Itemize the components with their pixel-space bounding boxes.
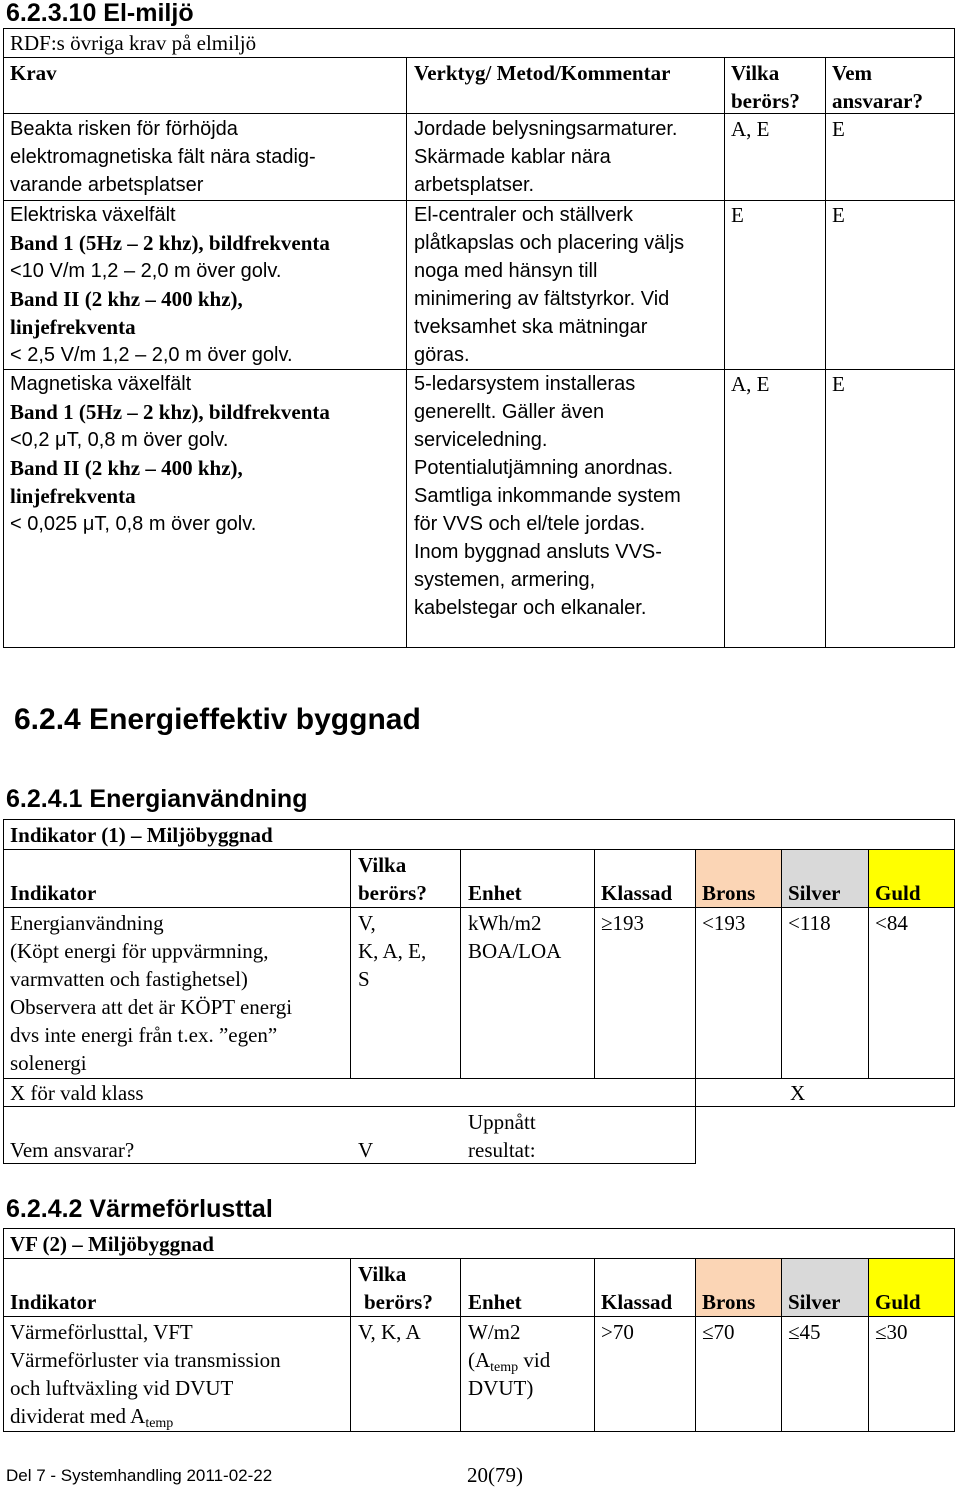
row1-verktyg: Jordade belysningsarmaturer. Skärmade kablar nära arbetsplatser. xyxy=(414,118,678,196)
energi-silver: <118 xyxy=(788,911,831,935)
vem-ansvarar-value: V xyxy=(358,1138,374,1162)
row1-krav: Beakta risken för förhöjda elektromagnetiska fält nära stadig- varande arbetsplatser xyxy=(10,118,316,196)
el-miljo-table-title: RDF:s övriga krav på elmiljö xyxy=(10,31,257,55)
energi-table-title: Indikator (1) – Miljöbyggnad xyxy=(10,823,273,847)
energi-guld: <84 xyxy=(875,911,908,935)
vf-header-indikator: Indikator xyxy=(10,1290,97,1314)
vf-vilka: V, K, A xyxy=(358,1320,421,1344)
vf-table-title: VF (2) – Miljöbyggnad xyxy=(10,1232,214,1256)
row2-vilka: E xyxy=(731,203,744,227)
energi-enhet: kWh/m2 BOA/LOA xyxy=(468,911,562,963)
header-klassad: Klassad xyxy=(601,881,673,905)
row3-vem: E xyxy=(832,372,845,396)
row2-vem: E xyxy=(832,203,845,227)
header-indikator: Indikator xyxy=(10,881,97,905)
vf-guld: ≤30 xyxy=(875,1320,908,1344)
row3-verktyg: 5-ledarsystem installeras generellt. Gäller även serviceledning. Potentialutjämning anordnas. Samtliga inkommande system för VVS och el/tele jordas. Inom byggnad ansluts VVS- systemen, armering, kabelstegar och elkanaler. xyxy=(414,373,681,619)
uppnatt-resultat-label: Uppnått resultat: xyxy=(468,1110,536,1162)
row2-krav: Elektriska växelfält Band 1 (5Hz – 2 khz), bildfrekventa <10 V/m 1,2 – 2,0 m över golv. Band II (2 khz – 400 khz), linjefrekventa < 2,5 V/m 1,2 – 2,0 m över golv. xyxy=(10,204,330,366)
vf-header-silver: Silver xyxy=(788,1290,841,1314)
header-verktyg: Verktyg/ Metod/Kommentar xyxy=(414,61,671,85)
header-guld: Guld xyxy=(875,881,921,905)
energi-klassad: ≥193 xyxy=(601,911,645,935)
section-heading-energianvandning: 6.2.4.1 Energianvändning xyxy=(6,785,308,813)
vf-brons: ≤70 xyxy=(702,1320,735,1344)
header-brons: Brons xyxy=(702,881,756,905)
vf-enhet: W/m2 ($A_{temp}$ vid DVUT) xyxy=(468,1320,551,1400)
row1-vem: E xyxy=(832,117,845,141)
header-vilka-berors: Vilka berörs? xyxy=(731,61,800,113)
x-row-mark: X xyxy=(790,1081,806,1105)
vf-header-brons: Brons xyxy=(702,1290,756,1314)
header-vilka-berors: Vilka berörs? xyxy=(358,853,427,905)
row2-verktyg: El-centraler och ställverk plåtkapslas och placering väljs noga med hänsyn till minimering av fältstyrkor. Vid tveksamhet ska mätningar göras. xyxy=(414,204,685,366)
energi-indikator: Energianvändning (Köpt energi för uppvärmning, varmvatten och fastighetsel) Observera att det är KÖPT energi dvs inte energi från t.ex. ”egen” solenergi xyxy=(10,911,293,1075)
row3-vilka: A, E xyxy=(731,372,770,396)
vf-indikator: Värmeförlusttal, VFT Värmeförluster via transmission och luftväxling vid DVUT dividerat med $A_{temp}$ xyxy=(10,1320,281,1431)
vf-header-enhet: Enhet xyxy=(468,1290,522,1314)
energi-brons: <193 xyxy=(702,911,746,935)
section-heading-el-miljo: 6.2.3.10 El-miljö xyxy=(6,0,194,27)
row3-krav: Magnetiska växelfält Band 1 (5Hz – 2 khz), bildfrekventa <0,2 μT, 0,8 m över golv. Band II (2 khz – 400 khz), linjefrekventa < 0,025 μT, 0,8 m över golv. xyxy=(10,373,330,535)
vf-silver: ≤45 xyxy=(788,1320,821,1344)
header-enhet: Enhet xyxy=(468,881,522,905)
footer-page-number: 20(79) xyxy=(467,1463,523,1487)
section-heading-varmeforlusttal: 6.2.4.2 Värmeförlusttal xyxy=(6,1195,273,1223)
vf-header-vilka-berors: Vilka berörs? xyxy=(358,1262,433,1314)
energi-vilka: V, K, A, E, S xyxy=(358,911,427,991)
footer-document-info: Del 7 - Systemhandling 2011-02-22 xyxy=(6,1466,273,1485)
header-vem-ansvarar: Vem ansvarar? xyxy=(832,61,923,113)
header-krav: Krav xyxy=(10,61,57,85)
vf-header-guld: Guld xyxy=(875,1290,921,1314)
vf-header-klassad: Klassad xyxy=(601,1290,673,1314)
x-row-label: X för vald klass xyxy=(10,1081,144,1105)
header-silver: Silver xyxy=(788,881,841,905)
section-heading-energieffektiv: 6.2.4 Energieffektiv byggnad xyxy=(14,703,421,736)
vf-klassad: >70 xyxy=(601,1320,634,1344)
vem-ansvarar-label: Vem ansvarar? xyxy=(10,1138,135,1162)
row1-vilka: A, E xyxy=(731,117,770,141)
